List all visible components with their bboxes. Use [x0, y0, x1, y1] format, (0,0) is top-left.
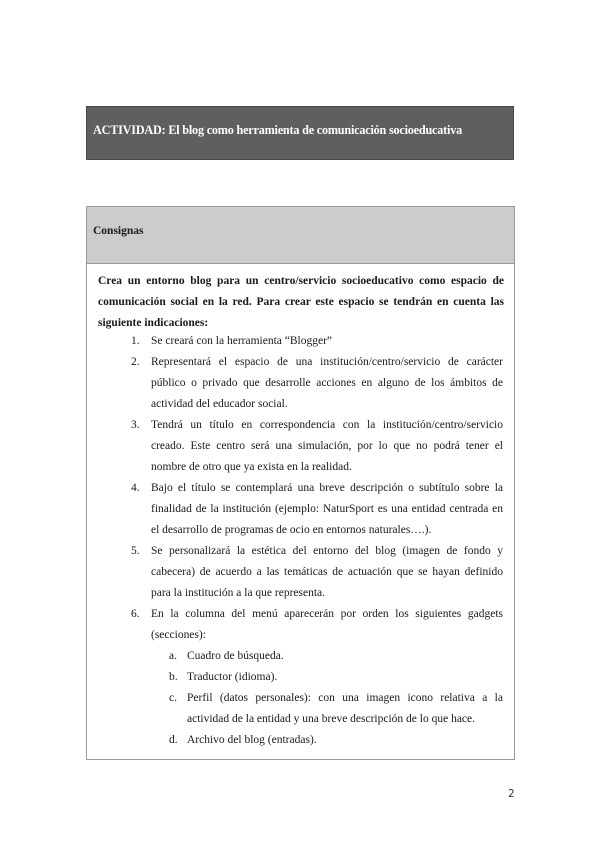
consignas-box [86, 206, 515, 760]
gadget-sublist [151, 646, 503, 751]
sub-letter: b. [169, 671, 178, 683]
sublist-item [151, 730, 503, 751]
item-number: 6. [131, 608, 140, 620]
sub-text: Perfil (datos personales): con una imagen icono relativa a la actividad de la entidad y una breve descripción de lo que hace. [187, 692, 503, 725]
list-item [115, 478, 503, 541]
item-number: 5. [131, 545, 140, 557]
item-text: En la columna del menú aparecerán por orden los siguientes gadgets (secciones): [151, 608, 503, 641]
item-text: Se personalizará la estética del entorno del blog (imagen de fondo y cabecera) de acuerdo a las temáticas de actuación que se hayan definido para la institución a la que representa. [151, 545, 503, 599]
consignas-heading: Consignas [93, 225, 144, 237]
consignas-header [87, 207, 514, 264]
list-item [115, 541, 503, 604]
sublist-item [151, 667, 503, 688]
list-item [115, 331, 503, 352]
sub-letter: a. [169, 650, 177, 662]
page-number: 2 [508, 788, 515, 800]
activity-title: ACTIVIDAD: El blog como herramienta de comunicación socioeducativa [93, 123, 462, 137]
list-item [115, 352, 503, 415]
item-number: 1. [131, 335, 140, 347]
sublist-item [151, 646, 503, 667]
item-number: 3. [131, 419, 140, 431]
sublist-item [151, 688, 503, 730]
item-text: Tendrá un título en correspondencia con la institución/centro/servicio creado. Este centro será una simulación, por lo que no podrá tener el nombre de otro que ya exista en la realidad. [151, 419, 503, 473]
sub-letter: c. [169, 692, 177, 704]
sub-text: Traductor (idioma). [187, 671, 278, 683]
instruction-list [115, 331, 503, 751]
consignas-intro: Crea un entorno blog para un centro/servicio socioeducativo como espacio de comunicación social en la red. Para crear este espacio se tendrán en cuenta las siguiente indicaciones: [98, 275, 504, 329]
list-item [115, 604, 503, 751]
item-text: Representará el espacio de una institución/centro/servicio de carácter público o privado que desarrolle acciones en alguno de los ámbitos de actividad del educador social. [151, 356, 503, 410]
activity-header [86, 106, 514, 160]
sub-letter: d. [169, 734, 178, 746]
item-number: 2. [131, 356, 140, 368]
item-text: Bajo el título se contemplará una breve descripción o subtítulo sobre la finalidad de la institución (ejemplo: NaturSport es una entidad centrada en el desarrollo de programas de ocio en entornos naturales….). [151, 482, 503, 536]
sub-text: Archivo del blog (entradas). [187, 734, 317, 746]
list-item [115, 415, 503, 478]
sub-text: Cuadro de búsqueda. [187, 650, 284, 662]
item-number: 4. [131, 482, 140, 494]
item-text: Se creará con la herramienta “Blogger” [151, 335, 333, 347]
